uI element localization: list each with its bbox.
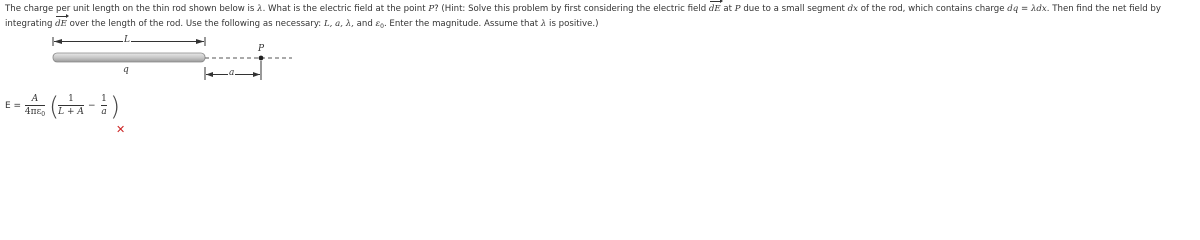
second-numerator: 1 (101, 94, 107, 104)
incorrect-icon: ✕ (116, 123, 126, 136)
left-paren: ( (49, 92, 60, 122)
point-p-dot (259, 56, 264, 61)
second-fraction (98, 94, 110, 117)
a-right-arrow (253, 72, 260, 77)
first-numerator: 1 (68, 94, 74, 104)
answer-label: E = (5, 101, 22, 111)
minus-sign: − (88, 101, 96, 111)
coefficient-fraction (22, 94, 48, 118)
label-a: a (229, 68, 235, 78)
answer-formula (22, 91, 132, 125)
a-left-arrow (206, 72, 213, 77)
l-right-arrow (196, 39, 204, 44)
first-fraction (56, 94, 86, 117)
question-text: The charge per unit length on the thin rod shown below is λ. What is the electric field at the point P? (Hint: Solve this problem by first considering the electric field dE at P due to a small segment dx of the rod, which contains charge dq = λdx. Then find the net field by integrating dE over the length of the rod. Use the following as necessary: L, a, λ, and $\varepsilon_0$. Enter the magnitude. Assume that λ is positive.) (5, 4, 1161, 30)
coefficient-denominator: $4\pi\varepsilon_0$ (24, 107, 46, 118)
label-q: q (123, 65, 129, 75)
de-vector-symbol: dE (709, 2, 721, 17)
coefficient-numerator: A (31, 94, 39, 104)
right-paren: ) (110, 92, 121, 122)
second-denominator: a (101, 107, 107, 117)
charged-rod (53, 53, 205, 62)
label-l: L (124, 35, 130, 45)
l-left-arrow (54, 39, 62, 44)
first-denominator: L + A (58, 107, 84, 117)
label-p: P (258, 44, 265, 54)
